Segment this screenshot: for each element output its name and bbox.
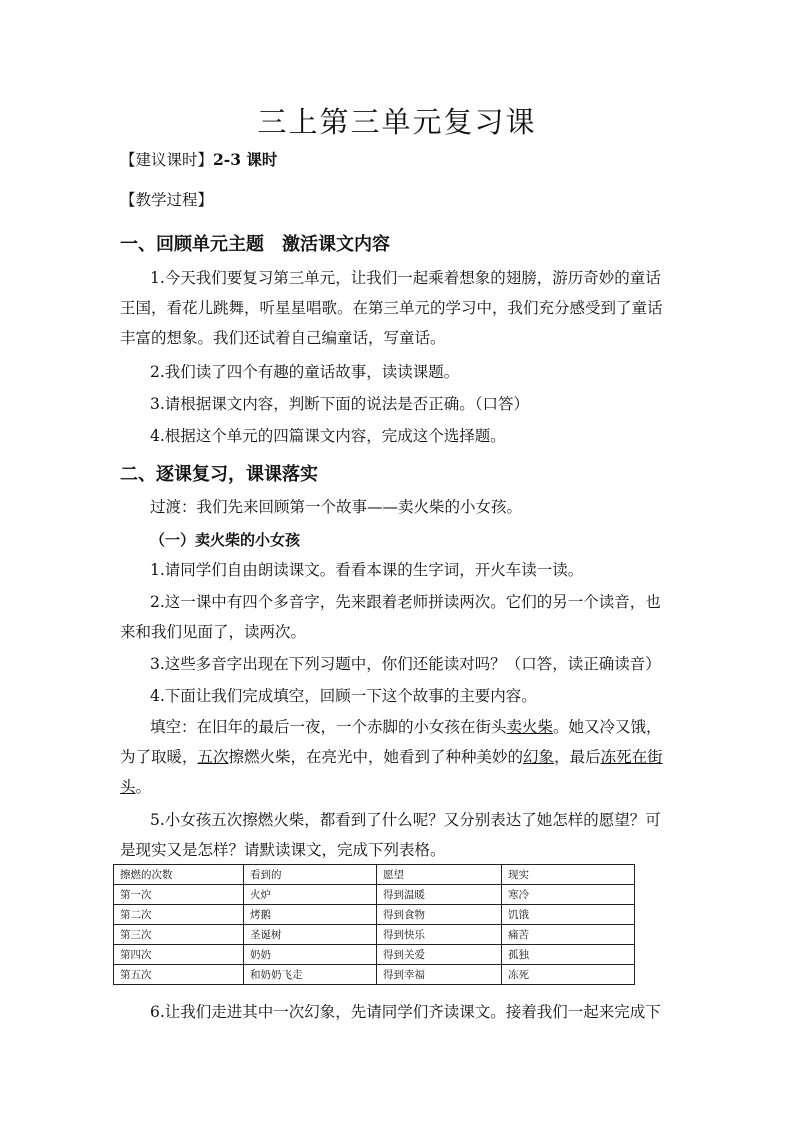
- table-row: [114, 945, 635, 965]
- fill-blank-2: 五次: [197, 748, 229, 766]
- s2-p5-line2: 是现实又是怎样？请默读课文，完成下列表格。: [120, 841, 446, 859]
- fill-blank-4b: 头: [120, 778, 136, 796]
- s2-p3: 3.这些多音字出现在下列习题中，你们还能读对吗？（口答，读正确读音）: [150, 655, 661, 673]
- table-cell: 得到食物: [377, 905, 502, 925]
- table-cell: 烤鹅: [244, 905, 377, 925]
- table-cell: 奶奶: [244, 945, 377, 965]
- s1-p1-line2: 王国，看花儿跳舞，听星星唱歌。在第三单元的学习中，我们充分感受到了童话: [120, 299, 663, 317]
- lesson-hours-label: 【建议课时】: [120, 151, 214, 169]
- s1-p1-line1: 1.今天我们要复习第三单元，让我们一起乘着想象的翅膀，游历奇妙的童话: [150, 269, 661, 287]
- table-header-cell: 看到的: [244, 865, 377, 885]
- table-cell: 寒冷: [502, 885, 635, 905]
- s1-p3: 3.请根据课文内容，判断下面的说法是否正确。（口答）: [150, 395, 530, 413]
- fill-blank-3: 幻象: [523, 748, 555, 766]
- fill-text-e: 擦燃火柴，在亮光中，她看到了种种美妙的: [228, 748, 524, 766]
- table-header-cell: 愿望: [377, 865, 502, 885]
- fill-line2: [120, 747, 663, 767]
- s2-p1: 1.请同学们自由朗读课文。看看本课的生字词，开火车读一读。: [150, 561, 584, 579]
- table-cell: 孤独: [502, 945, 635, 965]
- s2-p2-line1: 2.这一课中有四个多音字，先来跟着老师拼读两次。它们的另一个读音，也: [150, 593, 661, 611]
- table-row: [114, 965, 635, 985]
- s2-p6: 6.让我们走进其中一次幻象，先请同学们齐读课文。接着我们一起来完成下: [150, 1003, 661, 1021]
- table-row: [114, 925, 635, 945]
- table-cell: 痛苦: [502, 925, 635, 945]
- s1-p2: 2.我们读了四个有趣的童话故事，读读课题。: [150, 363, 460, 381]
- fill-text-d: 为了取暖，: [120, 748, 198, 766]
- table-cell: 和奶奶飞走: [244, 965, 377, 985]
- fill-text-f: ，最后: [554, 748, 601, 766]
- table-cell: 得到幸福: [377, 965, 502, 985]
- fill-text-g: 。: [135, 778, 152, 796]
- table-cell: 第五次: [114, 965, 244, 985]
- fill-line1: [150, 717, 662, 737]
- s2-transition: 过渡：我们先来回顾第一个故事——卖火柴的小女孩。: [150, 498, 523, 516]
- table-cell: 火炉: [244, 885, 377, 905]
- table-row: [114, 905, 635, 925]
- fill-blank-1: 卖火柴: [506, 718, 554, 736]
- table-cell: 得到温暖: [377, 885, 502, 905]
- lesson-hours-value: 2-3 课时: [213, 150, 278, 169]
- section2-heading: 二、逐课复习，课课落实: [120, 464, 318, 485]
- s2-sub1-heading: （一）卖火柴的小女孩: [150, 531, 301, 549]
- table-header-cell: 现实: [502, 865, 635, 885]
- table-cell: 得到快乐: [377, 925, 502, 945]
- section1-heading: 一、回顾单元主题 激活课文内容: [120, 234, 390, 255]
- fill-text-a: 填空：在旧年的最后一夜，一个赤脚的小女孩在街头: [150, 718, 507, 736]
- table-cell: 得到关爱: [377, 945, 502, 965]
- table-cell: 第四次: [114, 945, 244, 965]
- fill-line3: [120, 777, 151, 797]
- fill-blank-4a: 冻死在街: [600, 748, 663, 766]
- table-cell: 第一次: [114, 885, 244, 905]
- s1-p1-line3: 丰富的想象。我们还试着自己编童话，写童话。: [120, 329, 446, 347]
- table-cell: 第三次: [114, 925, 244, 945]
- lesson-hours: [120, 150, 277, 170]
- s2-p2-line2: 来和我们见面了，读两次。: [120, 623, 307, 641]
- s2-p5-line1: 5.小女孩五次擦燃火柴，都看到了什么呢？又分别表达了她怎样的愿望？可: [150, 811, 661, 829]
- table-cell: 第二次: [114, 905, 244, 925]
- table-row: [114, 885, 635, 905]
- table-cell: 圣诞树: [244, 925, 377, 945]
- s2-p4: 4.下面让我们完成填空，回顾一下这个故事的主要内容。: [150, 687, 537, 705]
- match-burning-table: [113, 864, 635, 985]
- s1-p4: 4.根据这个单元的四篇课文内容，完成这个选择题。: [150, 427, 506, 445]
- fill-text-c: 。她又冷又饿，: [553, 718, 662, 736]
- table-header-row: [114, 865, 635, 885]
- table-cell: 冻死: [502, 965, 635, 985]
- process-label: 【教学过程】: [120, 191, 214, 209]
- table-cell: 饥饿: [502, 905, 635, 925]
- table-header-cell: 擦燃的次数: [114, 865, 244, 885]
- page-title: 三上第三单元复习课: [257, 105, 537, 139]
